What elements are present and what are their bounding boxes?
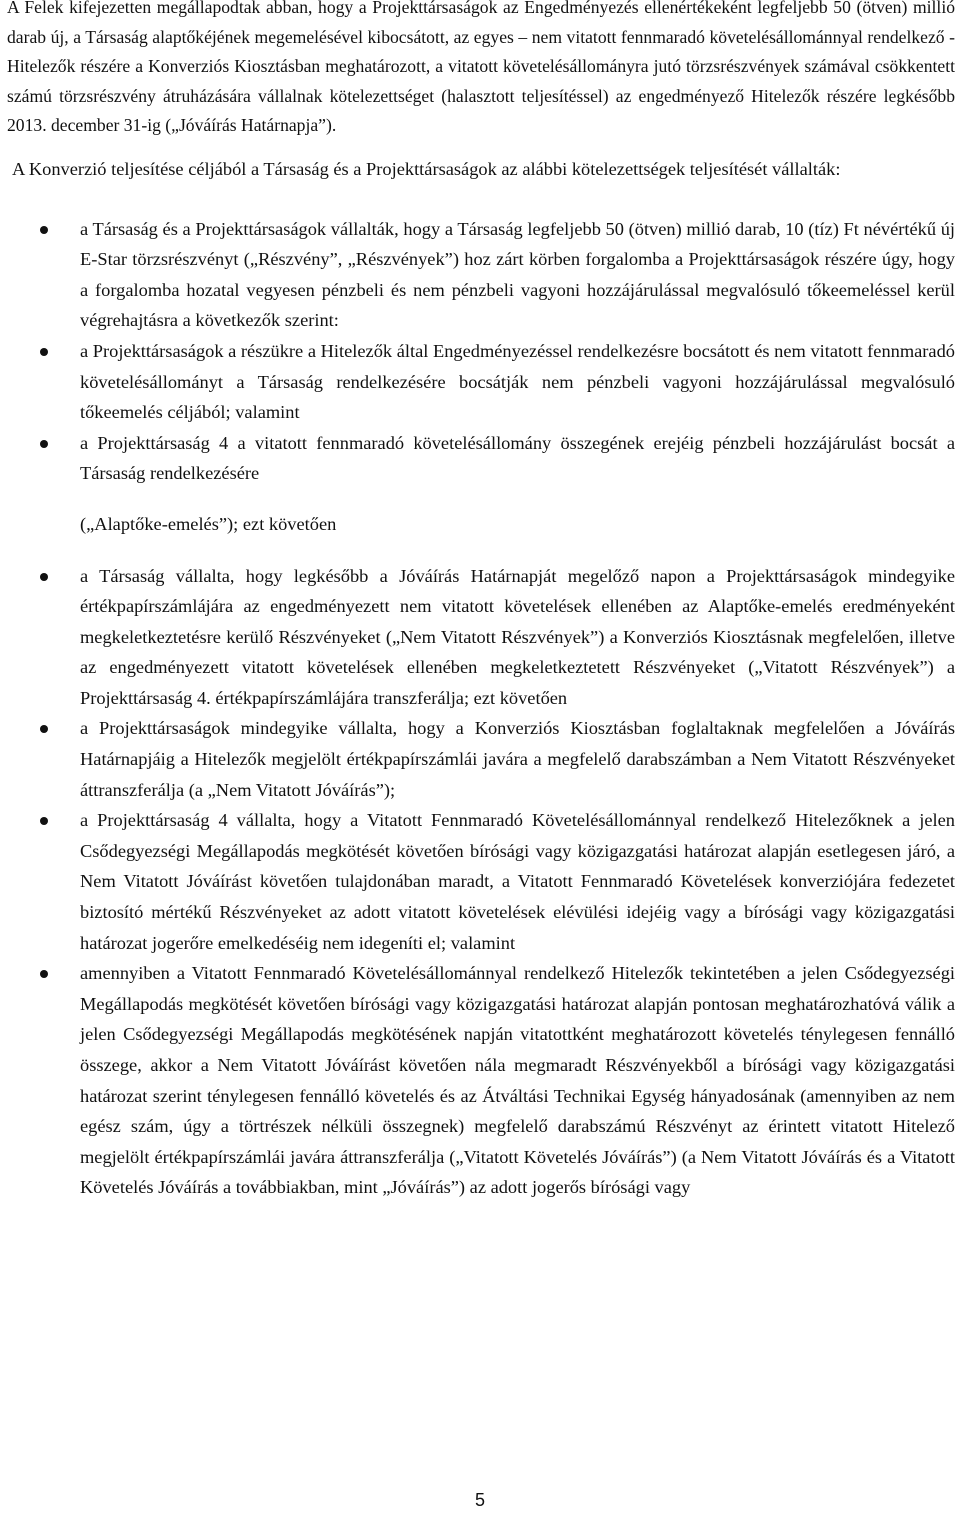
paragraph-parties-agreement: A Felek kifejezetten megállapodtak abban, hogy a Projekttársaságok az Engedményezés ellenértékeként legfeljebb 50 (ötven) millió darab új, a Társaság alaptőkéjének megemelésével kibocsátott, az egyes – nem vitatott fennmaradó követelésállománnyal rendelkező - Hitelezők részére a Konverziós Kiosztásban meghatározott, a vitatott követelésállományra jutó törzsrészvények számával csökkentett számú törzsrészvény átruházására vállalnak kötelezettséget (halasztott teljesítéssel) az engedményező Hitelezők részére legkésőbb 2013. december 31-ig („Jóváírás Határnapja”). bbox=[7, 0, 955, 136]
list-item bbox=[7, 561, 955, 714]
bullet-icon bbox=[40, 348, 48, 356]
bullet-list-capital-increase bbox=[7, 214, 955, 489]
bullet-icon bbox=[40, 817, 48, 825]
list-item-text: a Társaság vállalta, hogy legkésőbb a Jóváírás Határnapját megelőző napon a Projekttársaságok mindegyike értékpapírszámlájára az engedményezett nem vitatott követelések ellenében az Alaptőke-emelés eredményeként megkeletkeztetésre kerülő Részvényeket („Nem Vitatott Részvények”) a Konverziós Kiosztásnak megfelelően, illetve az engedményezett vitatott követelések ellenében megkeletkeztetett Részvényeket („Vitatott Részvények”) a Projekttársaság 4. értékpapírszámlájára transzferálja; ezt követően bbox=[80, 565, 955, 708]
page-number: 5 bbox=[474, 1490, 485, 1510]
list-item-text: a Projekttársaság 4 vállalta, hogy a Vitatott Fennmaradó Követelésállománnyal rendelkező Hitelezőknek a jelen Csődegyezségi Megállapodás megkötését követően bírósági vagy közigazgatási határozat alapján esetlegesen járó, a Nem Vitatott Jóváírást követően tulajdonában maradt, a Vitatott Fennmaradó Követelések konverziójára fedezetet biztosító mértékű Részvényeket az adott vitatott követelések elévülési idejéig vagy a bírósági vagy közigazgatási határozat jogerőre emelkedéséig nem idegeníti el; valamint bbox=[80, 810, 955, 953]
bullet-icon bbox=[40, 970, 48, 978]
list-item-text: a Projekttársaságok a részükre a Hitelezők által Engedményezéssel rendelkezésre bocsátott és nem vitatott fennmaradó követelésállományt a Társaság rendelkezésére bocsátják nem pénzbeli vagyoni hozzájárulással megvalósuló tőkeemelés céljából; valamint bbox=[80, 340, 955, 423]
list-item-text: a Projekttársaság 4 a vitatott fennmaradó követelésállomány összegének erejéig pénzbeli hozzájárulást bocsát a Társaság rendelkezésére bbox=[80, 432, 955, 484]
bullet-icon bbox=[40, 573, 48, 581]
list-item bbox=[7, 713, 955, 805]
list-item-text: amennyiben a Vitatott Fennmaradó Követelésállománnyal rendelkező Hitelezők tekintetében a jelen Csődegyezségi Megállapodás megkötését követően bírósági vagy közigazgatási határozat alapján pontosan meghatározhatóvá válik a jelen Csődegyezségi Megállapodás megkötésének napján vitatottként meghatározott követelés ténylegesen fennálló összege, akkor a Nem Vitatott Jóváírást követően nála megmaradt Részvényekből a bírósági vagy közigazgatási határozat szerint ténylegesen fennálló követelés és az Átváltási Technikai Egység hányadosának (amennyiben az nem egész szám, úgy a törtrészek nélküli összegnek) megfelelő darabszámú Részvényt az érintett vitatott Hitelező megjelölt értékpapírszámlái javára áttranszferálja („Vitatott Követelés Jóváírás”) (a Nem Vitatott Jóváírás és a Vitatott Követelés Jóváírás a továbbiakban, mint „Jóváírás”) az adott jogerős bírósági vagy bbox=[80, 963, 955, 1198]
interlude-capital-increase: („Alaptőke-emelés”); ezt követően bbox=[80, 513, 337, 534]
list-item bbox=[7, 958, 955, 1203]
bullet-icon bbox=[40, 226, 48, 234]
list-item bbox=[7, 214, 955, 336]
list-item-text: a Társaság és a Projekttársaságok vállalták, hogy a Társaság legfeljebb 50 (ötven) millió darab, 10 (tíz) Ft névértékű új E-Star törzsrészvényt („Részvény”, „Részvények”) hoz zárt körben forgalomba a Projekttársaságok részére úgy, hogy a forgalomba hozatal vegyesen pénzbeli és nem pénzbeli vagyoni hozzájárulással megvalósuló tőkeemeléssel kerül végrehajtásra a következők szerint: bbox=[80, 218, 955, 331]
list-item-text: a Projekttársaságok mindegyike vállalta, hogy a Konverziós Kiosztásban foglaltaknak megfelelően a Jóváírás Határnapjáig a Hitelezők megjelölt értékpapírszámlái javára a megfelelő darabszámban a Nem Vitatott Részvényeket áttranszferálja (a „Nem Vitatott Jóváírás”); bbox=[80, 718, 955, 800]
bullet-list-share-transfers bbox=[7, 561, 955, 1203]
bullet-icon bbox=[40, 440, 48, 448]
list-item bbox=[7, 428, 955, 489]
list-item bbox=[7, 805, 955, 958]
paragraph-conversion-obligations: A Konverzió teljesítése céljából a Társaság és a Projekttársaságok az alábbi kötelezettségek teljesítését vállalták: bbox=[12, 158, 841, 179]
list-item bbox=[7, 336, 955, 428]
bullet-icon bbox=[40, 725, 48, 733]
